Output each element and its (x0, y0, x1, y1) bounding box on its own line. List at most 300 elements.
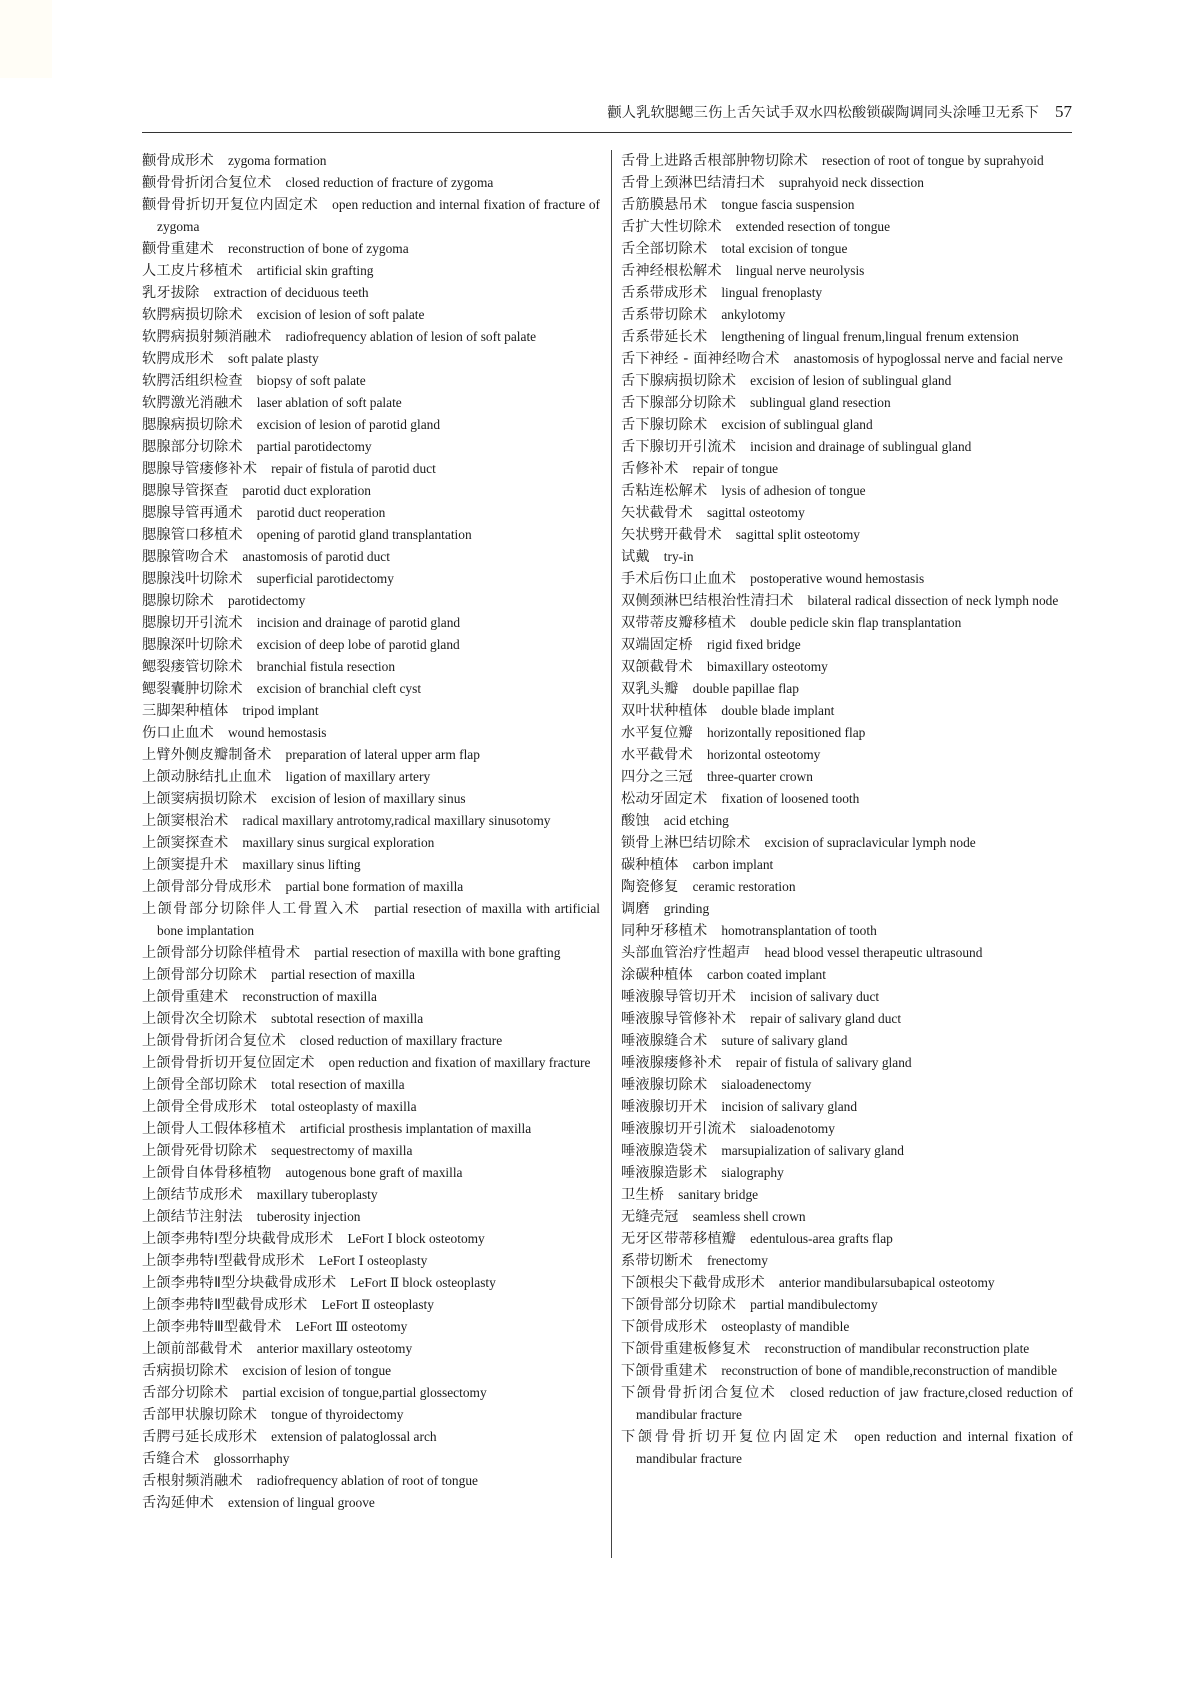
term-chinese: 舌骨上颈淋巴结清扫术 (621, 175, 765, 191)
term-english: preparation of lateral upper arm flap (285, 747, 480, 762)
term-chinese: 舌系带延长术 (621, 329, 708, 345)
term-chinese: 上颌李弗特Ⅲ型截骨术 (142, 1319, 282, 1335)
glossary-entry (621, 1030, 1073, 1052)
term-chinese: 舌系带成形术 (621, 285, 708, 301)
term-english: anterior mandibularsubapical osteotomy (778, 1275, 995, 1290)
glossary-entry (621, 172, 1073, 194)
glossary-entry (142, 436, 600, 458)
glossary-entry (621, 1184, 1073, 1206)
glossary-entry (621, 1272, 1073, 1294)
term-chinese: 上颌骨全骨成形术 (142, 1099, 258, 1115)
term-english: excision of deep lobe of parotid gland (256, 637, 460, 652)
term-english: anastomosis of parotid duct (242, 549, 390, 564)
term-english: partial resection of maxilla with bone grafting (314, 945, 561, 960)
term-chinese: 唾液腺导管修补术 (621, 1011, 737, 1027)
term-english: open reduction and internal fixation of fracture of zygoma (157, 197, 600, 234)
term-chinese: 上颌结节注射法 (142, 1209, 243, 1225)
term-chinese: 松动牙固定术 (621, 791, 708, 807)
glossary-entry (621, 1074, 1073, 1096)
glossary-entry (621, 1316, 1073, 1338)
glossary-entry (142, 1294, 600, 1316)
glossary-entry (142, 788, 600, 810)
glossary-entry (621, 546, 1073, 568)
glossary-entry (621, 1162, 1073, 1184)
term-english: anastomosis of hypoglossal nerve and facial nerve (793, 351, 1063, 366)
glossary-entry (142, 1360, 600, 1382)
term-chinese: 酸蚀 (621, 813, 650, 829)
term-chinese: 颧骨骨折切开复位内固定术 (142, 197, 319, 213)
term-english: excision of lesion of tongue (242, 1363, 392, 1378)
page-corner-tint (0, 0, 52, 78)
term-english: wound hemostasis (227, 725, 327, 740)
term-chinese: 同种牙移植术 (621, 923, 708, 939)
glossary-entry (142, 1140, 600, 1162)
glossary-entry (142, 964, 600, 986)
term-chinese: 唾液腺瘘修补术 (621, 1055, 722, 1071)
term-chinese: 舌神经根松解术 (621, 263, 722, 279)
term-chinese: 上颌骨死骨切除术 (142, 1143, 258, 1159)
glossary-entry (142, 1316, 600, 1338)
glossary-entry (621, 612, 1073, 634)
glossary-entry (142, 1184, 600, 1206)
term-chinese: 舌下腺病损切除术 (621, 373, 737, 389)
term-chinese: 双带蒂皮瓣移植术 (621, 615, 737, 631)
term-chinese: 上颌骨骨折切开复位固定术 (142, 1055, 315, 1071)
term-chinese: 舌病损切除术 (142, 1363, 229, 1379)
glossary-entry (621, 458, 1073, 480)
glossary-entry (621, 1426, 1073, 1470)
term-chinese: 双叶状种植体 (621, 703, 708, 719)
term-english: sagittal osteotomy (706, 505, 805, 520)
glossary-entry (621, 964, 1073, 986)
glossary-entry (621, 1096, 1073, 1118)
term-chinese: 陶瓷修复 (621, 879, 679, 895)
glossary-entry (142, 1250, 600, 1272)
term-english: double pedicle skin flap transplantation (750, 615, 962, 630)
term-english: zygoma formation (227, 153, 327, 168)
term-english: lingual frenoplasty (721, 285, 823, 300)
term-english: parotid duct reoperation (256, 505, 386, 520)
glossary-entry (142, 1448, 600, 1470)
term-chinese: 上颌李弗特Ⅰ型分块截骨成形术 (142, 1231, 334, 1247)
term-chinese: 舌扩大性切除术 (621, 219, 722, 235)
glossary-entry (142, 194, 600, 238)
glossary-entry (142, 810, 600, 832)
glossary-entry (621, 1382, 1073, 1426)
term-chinese: 上颌骨部分切除伴植骨术 (142, 945, 301, 961)
glossary-entry (621, 744, 1073, 766)
glossary-entry (142, 1096, 600, 1118)
term-english: homotransplantation of tooth (721, 923, 877, 938)
term-english: sanitary bridge (678, 1187, 759, 1202)
term-chinese: 上颌窦提升术 (142, 857, 229, 873)
term-chinese: 舌沟延伸术 (142, 1495, 214, 1511)
term-chinese: 双颌截骨术 (621, 659, 693, 675)
term-chinese: 舌下神经 - 面神经吻合术 (621, 351, 780, 367)
glossary-entry (142, 304, 600, 326)
term-chinese: 上颌李弗特Ⅰ型截骨成形术 (142, 1253, 305, 1269)
glossary-entry (621, 304, 1073, 326)
term-english: reconstruction of maxilla (242, 989, 377, 1004)
glossary-entry (142, 568, 600, 590)
term-english: soft palate plasty (227, 351, 319, 366)
term-english: closed reduction of jaw fracture,closed reduction of mandibular fracture (636, 1385, 1073, 1422)
term-chinese: 腮腺管口移植术 (142, 527, 243, 543)
term-chinese: 舌下腺切开引流术 (621, 439, 737, 455)
glossary-entry (142, 1426, 600, 1448)
term-english: sagittal split osteotomy (735, 527, 860, 542)
glossary-entry (142, 986, 600, 1008)
term-english: osteoplasty of mandible (721, 1319, 850, 1334)
term-english: partial excision of tongue,partial glossectomy (242, 1385, 487, 1400)
term-chinese: 腮腺管吻合术 (142, 549, 229, 565)
term-english: autogenous bone graft of maxilla (285, 1165, 463, 1180)
term-chinese: 舌根射频消融术 (142, 1473, 243, 1489)
glossary-entry (142, 172, 600, 194)
term-chinese: 下颌骨重建术 (621, 1363, 708, 1379)
term-english: LeFort Ⅲ osteotomy (295, 1319, 408, 1334)
term-chinese: 锁骨上淋巴结切除术 (621, 835, 751, 851)
glossary-entry (621, 854, 1073, 876)
term-chinese: 唾液腺导管切开术 (621, 989, 737, 1005)
glossary-entry (142, 326, 600, 348)
term-english: bimaxillary osteotomy (706, 659, 828, 674)
glossary-entry (621, 1294, 1073, 1316)
term-english: tripod implant (242, 703, 319, 718)
glossary-entry (621, 1140, 1073, 1162)
glossary-entry (621, 238, 1073, 260)
term-english: excision of branchial cleft cyst (256, 681, 422, 696)
glossary-entry (621, 150, 1073, 172)
term-chinese: 舌下腺部分切除术 (621, 395, 737, 411)
term-english: seamless shell crown (692, 1209, 806, 1224)
term-chinese: 无牙区带蒂移植瓣 (621, 1231, 737, 1247)
term-chinese: 卫生桥 (621, 1187, 665, 1203)
glossary-entry (621, 524, 1073, 546)
term-english: suture of salivary gland (721, 1033, 848, 1048)
term-chinese: 舌部甲状腺切除术 (142, 1407, 258, 1423)
term-english: fixation of loosened tooth (721, 791, 860, 806)
term-english: marsupialization of salivary gland (721, 1143, 904, 1158)
glossary-entry (142, 260, 600, 282)
term-chinese: 试戴 (621, 549, 650, 565)
term-english: LeFort Ⅱ osteoplasty (321, 1297, 434, 1312)
glossary-entry (621, 436, 1073, 458)
glossary-entry (142, 590, 600, 612)
term-english: closed reduction of maxillary fracture (299, 1033, 503, 1048)
term-chinese: 碳种植体 (621, 857, 679, 873)
term-chinese: 颧骨骨折闭合复位术 (142, 175, 272, 191)
term-english: branchial fistula resection (256, 659, 396, 674)
running-header (142, 100, 1072, 133)
term-english: excision of lesion of parotid gland (256, 417, 441, 432)
glossary-entry (621, 392, 1073, 414)
term-english: tongue of thyroidectomy (271, 1407, 404, 1422)
term-english: glossorrhaphy (213, 1451, 290, 1466)
glossary-entry (142, 524, 600, 546)
glossary-entry (621, 810, 1073, 832)
term-english: laser ablation of soft palate (256, 395, 402, 410)
term-english: partial resection of maxilla (271, 967, 415, 982)
term-english: maxillary sinus lifting (242, 857, 361, 872)
term-english: three-quarter crown (706, 769, 813, 784)
glossary-entry (621, 986, 1073, 1008)
term-chinese: 上颌李弗特Ⅱ型分块截骨成形术 (142, 1275, 337, 1291)
term-english: postoperative wound hemostasis (750, 571, 925, 586)
term-english: incision of salivary duct (750, 989, 880, 1004)
glossary-entry (142, 854, 600, 876)
page-number: 57 (1055, 102, 1072, 121)
term-english: excision of sublingual gland (721, 417, 873, 432)
glossary-entry (142, 1008, 600, 1030)
glossary-entry (621, 1360, 1073, 1382)
term-english: LeFort Ⅱ block osteoplasty (350, 1275, 496, 1290)
term-chinese: 上颌骨部分切除伴人工骨置入术 (142, 901, 361, 917)
glossary-entry (142, 1052, 600, 1074)
glossary-entry (142, 1162, 600, 1184)
term-chinese: 矢状截骨术 (621, 505, 693, 521)
term-chinese: 唾液腺切除术 (621, 1077, 708, 1093)
glossary-entry (621, 282, 1073, 304)
glossary-entry (621, 1206, 1073, 1228)
term-chinese: 唾液腺造影术 (621, 1165, 708, 1181)
term-english: artificial prosthesis implantation of maxilla (299, 1121, 532, 1136)
glossary-entry (621, 502, 1073, 524)
term-english: rigid fixed bridge (706, 637, 801, 652)
right-column (621, 150, 1073, 1470)
term-chinese: 下颌骨成形术 (621, 1319, 708, 1335)
term-chinese: 人工皮片移植术 (142, 263, 243, 279)
term-chinese: 乳牙拔除 (142, 285, 200, 301)
glossary-entry (142, 1074, 600, 1096)
glossary-entry (621, 1250, 1073, 1272)
term-chinese: 矢状劈开截骨术 (621, 527, 722, 543)
term-english: extension of palatoglossal arch (271, 1429, 437, 1444)
glossary-entry (142, 238, 600, 260)
term-chinese: 软腭活组织检查 (142, 373, 243, 389)
term-english: opening of parotid gland transplantation (256, 527, 472, 542)
glossary-entry (142, 656, 600, 678)
glossary-entry (621, 898, 1073, 920)
term-english: sialography (721, 1165, 784, 1180)
term-english: extraction of deciduous teeth (213, 285, 369, 300)
term-english: reconstruction of mandibular reconstruction plate (764, 1341, 1030, 1356)
term-chinese: 调磨 (621, 901, 650, 917)
term-chinese: 舌骨上进路舌根部肿物切除术 (621, 153, 809, 169)
glossary-entry (621, 480, 1073, 502)
glossary-entry (142, 612, 600, 634)
glossary-entry (142, 1030, 600, 1052)
glossary-entry (621, 832, 1073, 854)
term-chinese: 上颌骨骨折闭合复位术 (142, 1033, 286, 1049)
glossary-entry (621, 766, 1073, 788)
glossary-entry (142, 1492, 600, 1514)
term-english: repair of fistula of salivary gland (735, 1055, 912, 1070)
term-chinese: 舌腭弓延长成形术 (142, 1429, 258, 1445)
term-english: partial resection of maxilla with artificial bone implantation (157, 901, 600, 938)
term-chinese: 双侧颈淋巴结根治性清扫术 (621, 593, 794, 609)
term-chinese: 双端固定桥 (621, 637, 693, 653)
term-english: ceramic restoration (692, 879, 796, 894)
term-chinese: 上颌骨自体骨移植物 (142, 1165, 272, 1181)
term-chinese: 颧骨重建术 (142, 241, 214, 257)
term-chinese: 三脚架种植体 (142, 703, 229, 719)
glossary-entry (142, 876, 600, 898)
term-chinese: 舌粘连松解术 (621, 483, 708, 499)
glossary-entry (621, 876, 1073, 898)
term-chinese: 舌筋膜悬吊术 (621, 197, 708, 213)
term-chinese: 上颌骨重建术 (142, 989, 229, 1005)
term-chinese: 腮腺导管再通术 (142, 505, 243, 521)
term-english: incision and drainage of parotid gland (256, 615, 461, 630)
term-english: edentulous-area grafts flap (750, 1231, 893, 1246)
term-english: horizontally repositioned flap (706, 725, 866, 740)
term-chinese: 上颌窦病损切除术 (142, 791, 258, 807)
glossary-entry (621, 216, 1073, 238)
term-chinese: 下颌根尖下截骨成形术 (621, 1275, 765, 1291)
term-english: ankylotomy (721, 307, 786, 322)
term-chinese: 软腭激光消融术 (142, 395, 243, 411)
term-chinese: 上颌骨全部切除术 (142, 1077, 258, 1093)
term-english: open reduction and fixation of maxillary fracture (328, 1055, 591, 1070)
term-chinese: 腮腺部分切除术 (142, 439, 243, 455)
term-english: radiofrequency ablation of root of tongue (256, 1473, 478, 1488)
term-english: partial bone formation of maxilla (285, 879, 464, 894)
term-chinese: 唾液腺造袋术 (621, 1143, 708, 1159)
term-chinese: 头部血管治疗性超声 (621, 945, 751, 961)
term-chinese: 手术后伤口止血术 (621, 571, 737, 587)
glossary-entry (142, 1118, 600, 1140)
term-english: repair of salivary gland duct (750, 1011, 902, 1026)
term-english: tuberosity injection (256, 1209, 361, 1224)
glossary-entry (142, 150, 600, 172)
term-chinese: 上颌窦探查术 (142, 835, 229, 851)
glossary-entry (142, 348, 600, 370)
term-english: sialoadenotomy (750, 1121, 835, 1136)
glossary-entry (142, 392, 600, 414)
term-chinese: 上颌窦根治术 (142, 813, 229, 829)
term-english: total excision of tongue (721, 241, 848, 256)
term-english: ligation of maxillary artery (285, 769, 431, 784)
term-chinese: 舌修补术 (621, 461, 679, 477)
term-chinese: 舌缝合术 (142, 1451, 200, 1467)
glossary-entry (621, 414, 1073, 436)
glossary-entry (142, 766, 600, 788)
term-english: resection of root of tongue by suprahyoid (822, 153, 1044, 168)
glossary-entry (142, 1228, 600, 1250)
term-english: carbon coated implant (706, 967, 826, 982)
glossary-entry (142, 458, 600, 480)
glossary-entry (621, 568, 1073, 590)
term-chinese: 唾液腺切开术 (621, 1099, 708, 1115)
term-english: lengthening of lingual frenum,lingual frenum extension (721, 329, 1019, 344)
term-english: total osteoplasty of maxilla (271, 1099, 417, 1114)
term-english: closed reduction of fracture of zygoma (285, 175, 494, 190)
term-chinese: 唾液腺切开引流术 (621, 1121, 737, 1137)
term-chinese: 双乳头瓣 (621, 681, 679, 697)
term-english: open reduction and internal fixation of mandibular fracture (636, 1429, 1073, 1466)
term-english: artificial skin grafting (256, 263, 374, 278)
glossary-entry (621, 1052, 1073, 1074)
term-chinese: 腮腺导管瘘修补术 (142, 461, 258, 477)
term-english: sublingual gland resection (750, 395, 891, 410)
term-english: extension of lingual groove (227, 1495, 375, 1510)
glossary-entry (621, 722, 1073, 744)
term-chinese: 水平截骨术 (621, 747, 693, 763)
glossary-entry (621, 260, 1073, 282)
term-english: incision of salivary gland (721, 1099, 858, 1114)
term-chinese: 伤口止血术 (142, 725, 214, 741)
term-english: extended resection of tongue (735, 219, 891, 234)
term-chinese: 腮腺切除术 (142, 593, 214, 609)
glossary-entry (142, 1272, 600, 1294)
glossary-entry (142, 942, 600, 964)
glossary-entry (621, 788, 1073, 810)
term-chinese: 软腭成形术 (142, 351, 214, 367)
term-chinese: 上颌结节成形术 (142, 1187, 243, 1203)
term-chinese: 上臂外侧皮瓣制备术 (142, 747, 272, 763)
glossary-entry (142, 744, 600, 766)
term-english: reconstruction of bone of mandible,reconstruction of mandible (721, 1363, 1058, 1378)
term-english: sialoadenectomy (721, 1077, 812, 1092)
term-english: maxillary sinus surgical exploration (242, 835, 435, 850)
glossary-entry (142, 370, 600, 392)
term-english: radiofrequency ablation of lesion of soft palate (285, 329, 537, 344)
term-chinese: 上颌骨次全切除术 (142, 1011, 258, 1027)
glossary-entry (621, 656, 1073, 678)
term-english: double papillae flap (692, 681, 799, 696)
term-english: partial parotidectomy (256, 439, 372, 454)
glossary-entry (142, 1470, 600, 1492)
term-chinese: 四分之三冠 (621, 769, 693, 785)
term-chinese: 涂碳种植体 (621, 967, 693, 983)
term-chinese: 下颌骨骨折切开复位内固定术 (621, 1429, 841, 1445)
term-chinese: 颧骨成形术 (142, 153, 214, 169)
term-english: repair of tongue (692, 461, 779, 476)
term-chinese: 软腭病损切除术 (142, 307, 243, 323)
term-english: frenectomy (706, 1253, 768, 1268)
glossary-entry (142, 1382, 600, 1404)
glossary-entry (621, 194, 1073, 216)
column-divider (611, 150, 612, 1558)
term-chinese: 系带切断术 (621, 1253, 693, 1269)
term-english: parotid duct exploration (242, 483, 371, 498)
term-english: suprahyoid neck dissection (778, 175, 924, 190)
term-english: radical maxillary antrotomy,radical maxillary sinusotomy (242, 813, 551, 828)
term-english: superficial parotidectomy (256, 571, 394, 586)
term-chinese: 下颌骨重建板修复术 (621, 1341, 751, 1357)
term-english: excision of lesion of soft palate (256, 307, 425, 322)
term-chinese: 上颌骨部分骨成形术 (142, 879, 272, 895)
glossary-entry (142, 832, 600, 854)
term-chinese: 腮腺浅叶切除术 (142, 571, 243, 587)
term-english: grinding (663, 901, 710, 916)
term-chinese: 上颌动脉结扎止血术 (142, 769, 272, 785)
term-chinese: 鳃裂囊肿切除术 (142, 681, 243, 697)
term-chinese: 上颌骨人工假体移植术 (142, 1121, 286, 1137)
glossary-entry (621, 1228, 1073, 1250)
glossary-entry (621, 370, 1073, 392)
term-english: lysis of adhesion of tongue (721, 483, 866, 498)
term-english: repair of fistula of parotid duct (271, 461, 436, 476)
term-chinese: 鳃裂瘘管切除术 (142, 659, 243, 675)
glossary-entry (142, 634, 600, 656)
glossary-entry (142, 722, 600, 744)
left-column (142, 150, 600, 1514)
term-chinese: 无缝壳冠 (621, 1209, 679, 1225)
glossary-entry (142, 678, 600, 700)
term-english: horizontal osteotomy (706, 747, 821, 762)
